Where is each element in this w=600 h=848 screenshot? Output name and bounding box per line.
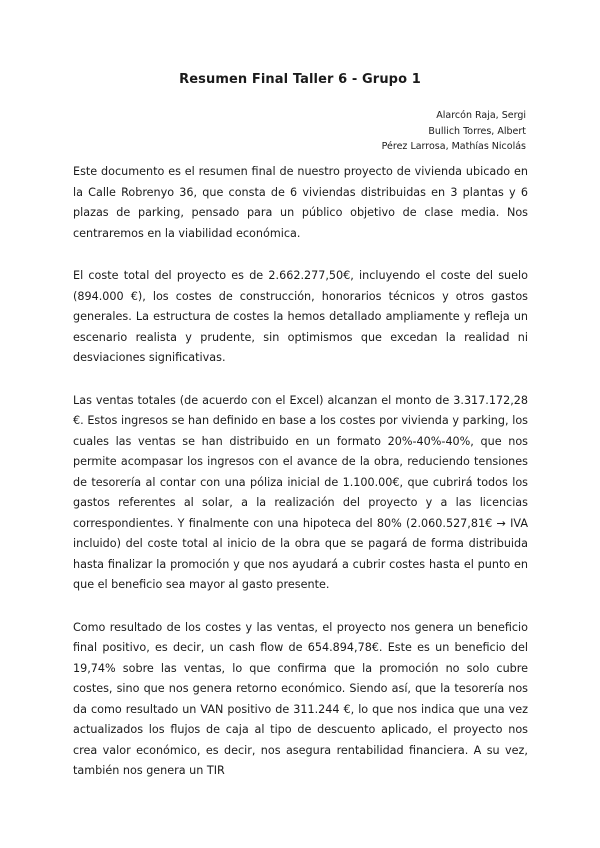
paragraph-results: Como resultado de los costes y las ventas, el proyecto nos genera un beneficio final positivo, es decir, un cash flow de 654.894,78€. Este es un beneficio del 19,74% sobre las ventas, lo que confirma que la promoción no solo cubre costes, sino que nos genera retorno económico. Siendo así, que la tesorería nos da como resultado un VAN positivo de 311.244 €, lo que nos indica que una vez actualizados los flujos de caja al tipo de descuento aplicado, el proyecto nos crea valor económico, es decir, nos asegura rentabilidad financiera. A su vez, también nos genera un TIR [73,620,528,777]
author-list [382,108,526,155]
document-body [73,162,528,804]
document-title: Resumen Final Taller 6 - Grupo 1 [179,72,421,87]
paragraph-sales: Las ventas totales (de acuerdo con el Excel) alcanzan el monto de 3.317.172,28 €. Estos ingresos se han definido en base a los costes por vivienda y parking, los cuales las ventas se han distribuido en un formato 20%-40%-40%, que nos permite acompasar los ingresos con el avance de la obra, reduciendo tensiones de tesorería al contar con una póliza inicial de 1.100.00€, que cubrirá todos los gastos referentes al solar, a la realización del proyecto y a las licencias correspondientes. Y finalmente con una hipoteca del 80% (2.060.527,81€ → IVA incluido) del coste total al inicio de la obra que se pagará de forma distribuida hasta finalizar la promoción y que nos ayudará a cubrir costes hasta el punto en que el beneficio sea mayor al gasto presente. [73,393,528,591]
paragraph-costs: El coste total del proyecto es de 2.662.277,50€, incluyendo el coste del suelo (894.000 €), los costes de construcción, honorarios técnicos y otros gastos generales. La estructura de costes la hemos detallado ampliamente y refleja un escenario realista y prudente, sin optimismos que excedan la realidad ni desviaciones significativas. [73,269,528,364]
author-name: Bullich Torres, Albert [428,125,526,137]
author-name: Alarcón Raja, Sergi [436,110,526,121]
paragraph-intro: Este documento es el resumen final de nuestro proyecto de vivienda ubicado en la Calle Robrenyo 36, que consta de 6 viviendas distribuidas en 3 plantas y 6 plazas de parking, pensado para un público objetivo de clase media. Nos centraremos en la viabilidad económica. [73,165,528,240]
author-name: Pérez Larrosa, Mathías Nicolás [381,141,526,152]
